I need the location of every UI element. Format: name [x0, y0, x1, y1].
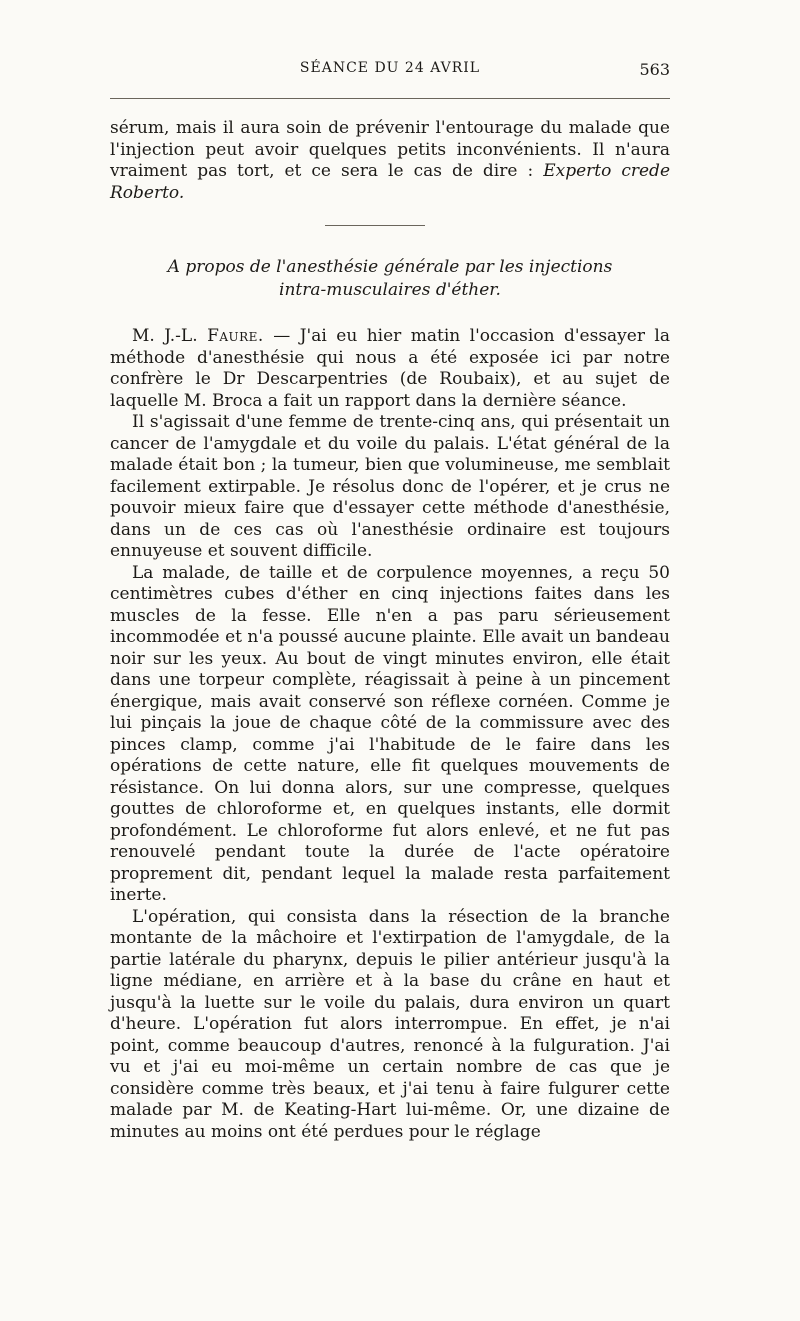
header-rule: [110, 98, 670, 99]
speaker-prefix: M. J.-L.: [132, 326, 208, 346]
paragraph-3-text: La malade, de taille et de corpulence moyennes, a reçu 50 centimètres cubes d'éther en cinq injections faites dans les muscles de la fesse. Elle n'en a pas paru sérieusement incommodée et n'a poussé aucune plainte. Elle avait un bandeau noir sur les yeux. Au bout de vingt minutes environ, elle était dans une torpeur complète, réagissait à peine à un pincement énergique, mais avait conservé son réflexe cornéen. Comme je lui pinçais la joue de chaque côté de la commissure avec des pinces clamp, comme j'ai l'habitude de le faire dans les opérations de cette nature, elle fit quelques mouvements de résistance. On lui donna alors, sur une compresse, quelques gouttes de chloroforme et, en quelques instants, elle dormit profondément. Le chloroforme fut alors enlevé, et ne fut pas renouvelé pendant toute la durée de l'acte opératoire proprement dit, pendant lequel la malade resta parfaitement inerte.: [110, 562, 670, 905]
speaker-name: Faure.: [207, 326, 264, 346]
intro-text-body: sérum, mais il aura soin de prévenir l'entourage du malade que l'injection peut avoir quelques petits inconvénients. Il n'aura vraiment pas tort, et ce sera le cas de dire :: [110, 118, 670, 181]
paragraph-4: [110, 907, 670, 1144]
running-head: [110, 60, 670, 84]
paragraph-2-text: Il s'agissait d'une femme de trente-cinq ans, qui présentait un cancer de l'amygdale et du voile du palais. L'état général de la malade était bon ; la tumeur, bien que volumineuse, me semblait facilement extirpable. Je résolus donc de l'opérer, et je crus ne pouvoir mieux faire que d'essayer cette méthode d'anesthésie, dans un de ces cas où l'anesthésie ordinaire est toujours ennuyeuse et souvent difficile.: [110, 412, 670, 561]
latin-quote: Experto crede Roberto.: [110, 161, 671, 203]
paragraph-2: [110, 412, 670, 563]
paragraph-3: [110, 563, 670, 907]
section-title-line-1: A propos de l'anesthésie générale par les injections: [167, 257, 613, 277]
section-title: [110, 256, 670, 302]
paragraph-4-text: L'opération, qui consista dans la résection de la branche montante de la mâchoire et l'extirpation de l'amygdale, de la partie latérale du pharynx, depuis le pilier antérieur jusqu'à la ligne médiane, en arrière et à la base du crâne en haut et jusqu'à la luette sur le voile du palais, dura environ un quart d'heure. L'opération fut alors interrompue. En effet, je n'ai point, comme beaucoup d'autres, renoncé à la fulguration. J'ai vu et j'ai eu moi-même un certain nombre de cas que je considère comme très beaux, et j'ai tenu à faire fulgurer cette malade par M. de Keating-Hart lui-même. Or, une dizaine de minutes au moins ont été perdues pour le réglage: [110, 906, 670, 1142]
intro-paragraph: [110, 118, 670, 204]
main-text: [110, 326, 670, 1143]
running-title: SÉANCE DU 24 AVRIL: [299, 60, 481, 76]
section-title-line-2: intra-musculaires d'éther.: [279, 280, 501, 300]
paragraph-1-text: — J'ai eu hier matin l'occasion d'essayer la méthode d'anesthésie qui nous a été exposée ici par notre confrère le Dr Descarpentries (de Roubaix), et au sujet de laquelle M. Broca a fait un rapport dans la dernière séance.: [110, 326, 670, 411]
intro-text: [110, 118, 670, 204]
page-number: 563: [639, 60, 670, 79]
section-separator: [325, 225, 425, 226]
paragraph-1: [110, 326, 670, 412]
